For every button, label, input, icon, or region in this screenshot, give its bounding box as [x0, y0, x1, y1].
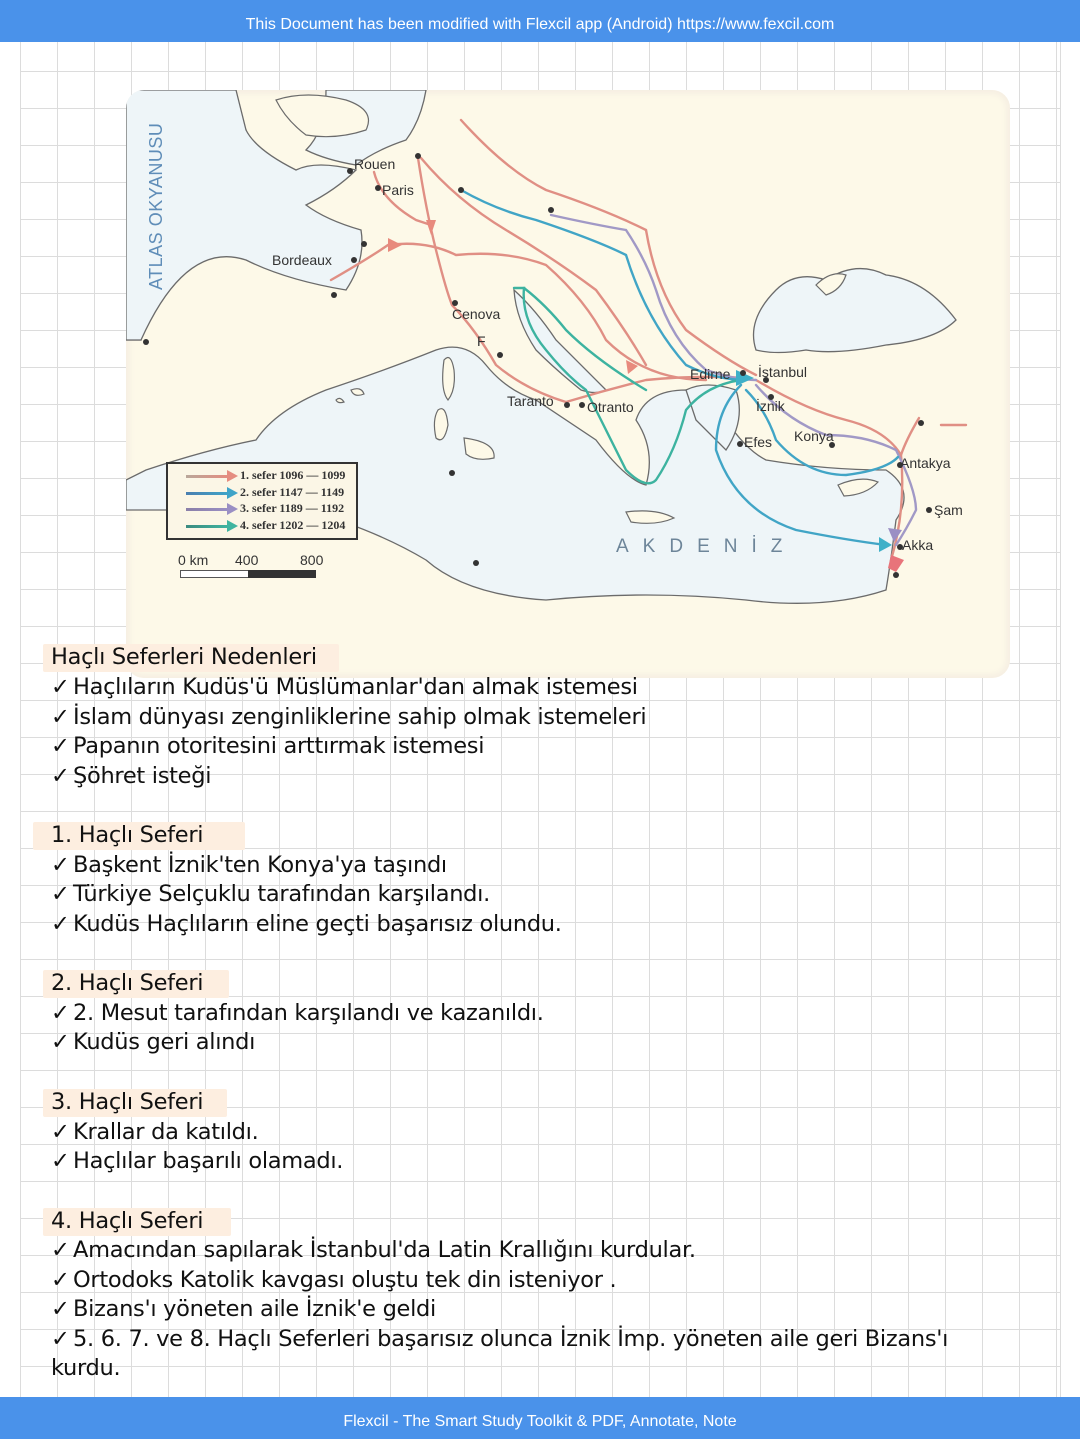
legend-label: 1. sefer 1096 — 1099	[240, 468, 346, 482]
legend-item-1	[176, 468, 356, 484]
section-heading-causes: Haçlı Seferleri Nedenleri	[51, 642, 317, 672]
check-icon: ✓	[51, 881, 70, 907]
check-icon: ✓	[51, 704, 70, 730]
city-label-bordeaux: Bordeaux	[272, 252, 332, 268]
city-label-taranto: Taranto	[507, 393, 554, 409]
list-item: ✓ Amacından sapılarak İstanbul'da Latin Krallığını kurdular.	[51, 1237, 696, 1263]
mediterranean-label: AKDENİZ	[616, 536, 797, 557]
list-item: ✓ 2. Mesut tarafından karşılandı ve kazanıldı.	[51, 1000, 544, 1026]
arrow-icon	[186, 492, 228, 495]
city-label-akka: Akka	[902, 537, 934, 553]
city-label-otranto: Otranto	[587, 399, 634, 415]
legend-label: 2. sefer 1147 — 1149	[240, 485, 345, 499]
city-label-f: F	[477, 333, 486, 349]
city-label-antakya: Antakya	[900, 455, 951, 471]
arrow-icon	[186, 525, 228, 528]
scale-bar-dark	[248, 570, 316, 578]
list-item: ✓ Kudüs geri alındı	[51, 1029, 256, 1055]
list-item: ✓ Papanın otoritesini arttırmak istemesi	[51, 733, 485, 759]
city-label-konya: Konya	[794, 428, 834, 444]
arrow-icon	[186, 508, 228, 511]
city-label-paris: Paris	[382, 182, 414, 198]
list-item: ✓ İslam dünyası zenginliklerine sahip olmak istemeleri	[51, 704, 647, 730]
legend-item-2	[176, 485, 356, 501]
check-icon: ✓	[51, 1326, 70, 1352]
check-icon: ✓	[51, 852, 70, 878]
check-icon: ✓	[51, 763, 70, 789]
check-icon: ✓	[51, 1148, 70, 1174]
list-item: ✓ 5. 6. 7. ve 8. Haçlı Seferleri başarısız olunca İznik İmp. yöneten aile geri Bizans'ı	[51, 1326, 949, 1352]
scale-end-label: 800	[300, 552, 324, 568]
section-heading-crusade-3: 3. Haçlı Seferi	[51, 1087, 203, 1117]
map-graphic	[126, 90, 1010, 678]
legend-item-4	[176, 518, 356, 534]
check-icon: ✓	[51, 1237, 70, 1263]
list-item: ✓ Krallar da katıldı.	[51, 1119, 259, 1145]
check-icon: ✓	[51, 1267, 70, 1293]
legend-label: 3. sefer 1189 — 1192	[240, 501, 345, 515]
list-item: ✓ Kudüs Haçlıların eline geçti başarısız olundu.	[51, 911, 562, 937]
section-heading-crusade-2: 2. Haçlı Seferi	[51, 968, 203, 998]
section-heading-crusade-4: 4. Haçlı Seferi	[51, 1206, 203, 1236]
list-item-continuation: kurdu.	[51, 1355, 121, 1381]
crusades-map	[126, 90, 1010, 678]
city-label-rouen: Rouen	[354, 156, 396, 172]
scale-start-label: 0 km	[178, 552, 209, 568]
check-icon: ✓	[51, 1119, 70, 1145]
legend-label: 4. sefer 1202 — 1204	[240, 518, 346, 532]
bottom-banner: Flexcil - The Smart Study Toolkit & PDF, Annotate, Note	[0, 1397, 1080, 1439]
list-item: ✓ Ortodoks Katolik kavgası oluştu tek din isteniyor .	[51, 1267, 617, 1293]
check-icon: ✓	[51, 1296, 70, 1322]
city-label-sam: Şam	[934, 502, 963, 518]
section-heading-crusade-1: 1. Haçlı Seferi	[51, 820, 203, 850]
city-label-edirne: Edirne	[690, 366, 731, 382]
city-label-cenova: Cenova	[452, 306, 501, 322]
map-legend	[166, 462, 358, 540]
city-label-efes: Efes	[744, 434, 773, 450]
list-item: ✓ Bizans'ı yöneten aile İznik'e geldi	[51, 1296, 436, 1322]
check-icon: ✓	[51, 733, 70, 759]
check-icon: ✓	[51, 674, 70, 700]
atlantic-ocean-label: ATLAS OKYANUSU	[146, 122, 166, 290]
list-item: ✓ Şöhret isteği	[51, 763, 212, 789]
legend-item-3	[176, 501, 356, 517]
check-icon: ✓	[51, 1029, 70, 1055]
check-icon: ✓	[51, 1000, 70, 1026]
check-icon: ✓	[51, 911, 70, 937]
scale-bar-light	[180, 570, 250, 578]
list-item: ✓ Haçlıların Kudüs'ü Müslümanlar'dan almak istemesi	[51, 674, 638, 700]
list-item: ✓ Haçlılar başarılı olamadı.	[51, 1148, 344, 1174]
map-scale-bar	[178, 552, 328, 582]
list-item: ✓ Başkent İznik'ten Konya'ya taşındı	[51, 852, 447, 878]
city-label-iznik: İznik	[756, 398, 785, 414]
arrow-icon	[186, 475, 228, 478]
scale-mid-label: 400	[235, 552, 259, 568]
top-banner: This Document has been modified with Flexcil app (Android) https://www.fexcil.com	[0, 0, 1080, 42]
city-label-istanbul: İstanbul	[758, 364, 808, 380]
list-item: ✓ Türkiye Selçuklu tarafından karşılandı.	[51, 881, 490, 907]
